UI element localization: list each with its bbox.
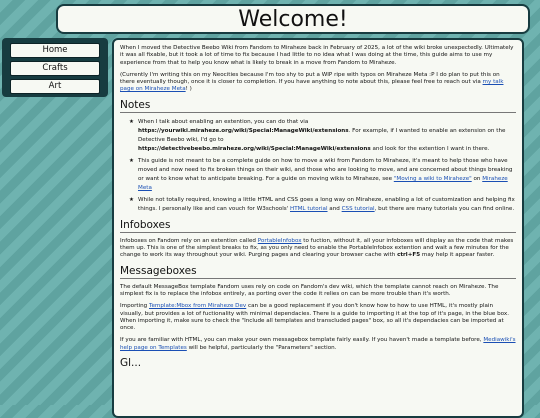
sidebar-nav [2, 38, 108, 97]
talk-page-link[interactable]: my talk page on Miraheze Meta [120, 79, 504, 93]
notes-heading: Notes [120, 99, 516, 113]
messageboxes-heading: Messageboxes [120, 265, 516, 279]
next-section-heading: Gl... [120, 357, 142, 370]
mbox-template-link[interactable]: Template:Mbox from Miraheze Dev [149, 303, 247, 310]
page-title: Welcome! [238, 6, 348, 32]
list-item: ★ This guide is not meant to be a complete guide on how to move a wiki from Fandom to Miraheze, it's meant to help those who have moved and now need to fix broken things on their wiki, and those who are looking to move, and are concerned about things breaking or want to know what to anticipate breaking. For a guide on moving wikis to Miraheze, see "Moving a wiki to Miraheze" on Miraheze Meta [138, 157, 516, 193]
title-banner [56, 4, 530, 34]
mediawiki-templates-link[interactable]: Mediawiki's help page on Templates [120, 337, 516, 351]
nav-crafts-button[interactable]: Crafts [10, 61, 100, 76]
messageboxes-paragraph-1: The default MessageBox template Fandom uses rely on code on Fandom's dev wiki, which the template cannot reach on Miraheze. The simplest fix is to replace the infobox entirely, as porting over the code it relies on can be more trouble than it's worth. [120, 283, 499, 297]
beebo-extensions-url: https://detectivebeebo.miraheze.org/wiki/Special:ManageWiki/extensions [138, 145, 371, 152]
list-item: ★ While not totally required, knowing a little HTML and CSS goes a long way on Miraheze, enabling a lot of customization and helping fix things. I personally like and can vouch for W3schools' HTML tutorial and CSS tutorial, but there are many tutorials you can find online. [138, 196, 516, 214]
infoboxes-heading: Infoboxes [120, 219, 516, 233]
shortcut-key: ctrl+F5 [397, 252, 421, 259]
main-content [112, 38, 524, 418]
infoboxes-paragraph: Infoboxes on Fandom rely on an extention called PortableInfobox to fuction, without it, all your infoboxes will display as the code that makes them up. This is one of the simplest breaks to fix, as you only need to enable the PortableInfobox extention and wait a few minutes for the change to work its way throughout your wiki. Purging pages and clearing your browser cache with ctrl+F5 may help it appear faster. [120, 237, 514, 259]
extensions-url: https://yourwiki.miraheze.org/wiki/Special:ManageWiki/extensions [138, 127, 349, 134]
portableinfobox-link[interactable]: PortableInfobox [257, 237, 302, 244]
nav-art-button[interactable]: Art [10, 79, 100, 94]
intro-paragraph: When I moved the Detective Beebo Wiki from Fandom to Miraheze back in February of 2025, a lot of the wiki broke unexpectedly. Ultimately it was all fixable, but it took a lot of time to fix because I had little to no idea what I was doing at the time, this guide aims to use my experience from that to help you know what is likely to break in a move from Fandom to Miraheze. [120, 45, 514, 66]
miraheze-meta-link[interactable]: Miraheze Meta [138, 175, 508, 191]
notes-list [120, 118, 516, 214]
messageboxes-paragraph-3: If you are familiar with HTML, you can make your own messagebox template fairly easily. If you haven't made a template before, Mediawiki's help page on Templates will be helpful, particularly the "Parameters" section. [120, 337, 516, 351]
intro-note: (Currently I'm writing this on my Neocities because I'm too shy to put a WIP ripe with typos on Miraheze Meta :P I do plan to put this on there eventually though, once it is closer to completion. If you have anything to note about this, please feel free to reach out via my talk page on Miraheze Meta! ) [120, 71, 504, 93]
moving-wiki-link[interactable]: "Moving a wiki to Miraheze" [393, 175, 472, 182]
nav-home-button[interactable]: Home [10, 43, 100, 58]
messageboxes-paragraph-2: Importing Template:Mbox from Miraheze Dev can be a good replacement if you don't know how to how to use HTML, it's mostly plain visually, but provides a lot of fuctionality with minimal dependacies. There is a guide to importing it at the top of it's page, in the blue box. When importing it, make sure to check the "Include all templates and transcluded pages" box, so all it's dependacies can be imported at once. [120, 303, 510, 332]
html-tutorial-link[interactable]: HTML tutorial [289, 205, 328, 212]
list-item: ★ When I talk about enabling an extention, you can do that via https://yourwiki.miraheze.org/wiki/Special:ManageWiki/extensions. For example, if I wanted to enable an extension on the Detective Beebo wiki, I'd go to https://detectivebeebo.miraheze.org/wiki/Special:ManageWiki/extensions and look for the extention I want in there. [138, 118, 516, 154]
css-tutorial-link[interactable]: CSS tutorial [341, 205, 375, 212]
